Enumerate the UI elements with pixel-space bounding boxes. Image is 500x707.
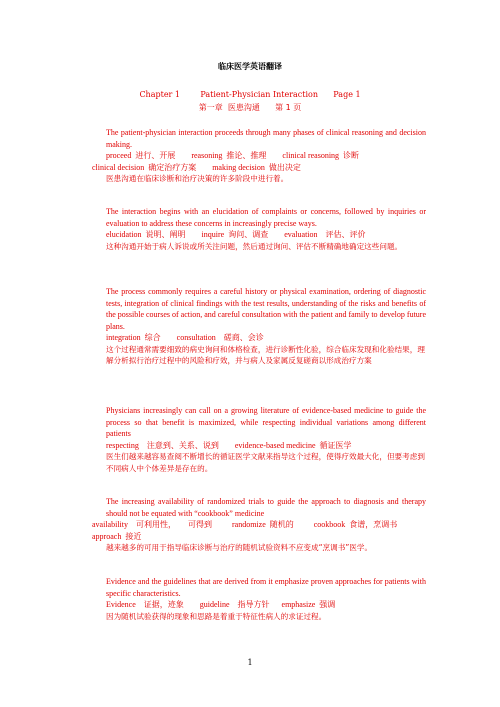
paragraph-4: [92, 405, 426, 474]
paragraph-5-vocab-line-2: approach 接近: [92, 531, 142, 541]
paragraph-4-english: Physicians increasingly can call on a growing literature of evidence-based medicine to guide the process so that benefit is maximized, while respecting individual variations among different patients: [106, 406, 426, 438]
paragraph-5-vocab-line-1: availability 可利用性， 可得到 randomize 随机的 cookbook 食谱，烹调书: [92, 520, 398, 529]
paragraph-4-vocab-line-1: respecting 注意到、关系、说到 evidence-based medicine 循证医学: [106, 440, 352, 450]
paragraph-6-chinese: 因为随机试验获得的现象和思路是着重于特征性病人的求证过程。: [106, 611, 327, 621]
paragraph-2: [92, 206, 426, 252]
paragraph-3-english: The process commonly requires a careful history or physical examination, ordering of diagnostic tests, integration of clinical findings with the test results, understanding of the risks and benefits of the possible courses of action, and careful consultation with the patient and family to develop future plans.: [106, 287, 426, 331]
paragraph-1-english: The patient-physician interaction proceeds through many phases of clinical reasoning and decision making.: [106, 128, 426, 149]
paragraph-2-english: The interaction begins with an elucidation of complaints or concerns, followed by inquiries or evaluation to address these concerns in increasingly precise ways.: [106, 207, 426, 228]
paragraph-1: [92, 127, 426, 185]
chapter-heading-en: Chapter 1 Patient-Physician Interaction Page 1: [139, 90, 361, 99]
paragraph-5-chinese: 越来越多的可用于指导临床诊断与治疗的随机试验资料不应变成“烹调书”医学。: [106, 543, 373, 552]
paragraph-5: [92, 496, 426, 554]
paragraph-6: [92, 576, 426, 622]
paragraph-2-vocab-line-1: elucidation 说明、阐明 inquire 询问、调查 evaluation 评估、评价: [106, 230, 366, 239]
document-title: 临床医学英语翻译: [218, 62, 282, 71]
paragraph-6-english: Evidence and the guidelines that are derived from it emphasize proven approaches for patients with specific characteristics.: [106, 577, 426, 598]
paragraph-3: [92, 286, 426, 367]
paragraph-1-vocab-line-2: clinical decision 确定治疗方案 making decision 做出决定: [92, 162, 301, 172]
chapter-heading-zh: 第一章 医患沟通 第 1 页: [198, 103, 302, 112]
paragraph-3-chinese: 这个过程通常需要细致的病史询问和体格检查，进行诊断性化验，综合临床发现和化验结果，理解分析拟行治疗过程中的风险和疗效，并与病人及家属反复磋商以形成治疗方案: [106, 344, 425, 365]
paragraph-4-chinese: 医生们越来越容易查阅不断增长的循证医学文献来指导这个过程，使得疗效最大化，但要考虑到不同病人中个体差异是存在的。: [106, 452, 425, 473]
paragraph-1-chinese: 医患沟通在临床诊断和治疗决策的许多阶段中进行着。: [106, 174, 289, 183]
paragraph-3-vocab-line-1: integration 综合 consultation 磋商、会诊: [106, 333, 264, 342]
paragraph-5-english: The increasing availability of randomized trials to guide the approach to diagnosis and therapy should not be equated with “cookbook” medicine: [106, 497, 426, 518]
paragraph-1-vocab-line-1: proceed 进行、开展 reasoning 推论、推理 clinical reasoning 诊断: [106, 151, 360, 160]
paragraph-6-vocab-line-1: Evidence 证据，迹象 guideline 指导方针 emphasize 强调: [106, 600, 336, 609]
page-number: 1: [247, 658, 253, 667]
paragraph-2-chinese: 这种沟通开始于病人诉说或所关注问题，然后通过询问、评估不断精确地确定这些问题。: [106, 241, 403, 251]
